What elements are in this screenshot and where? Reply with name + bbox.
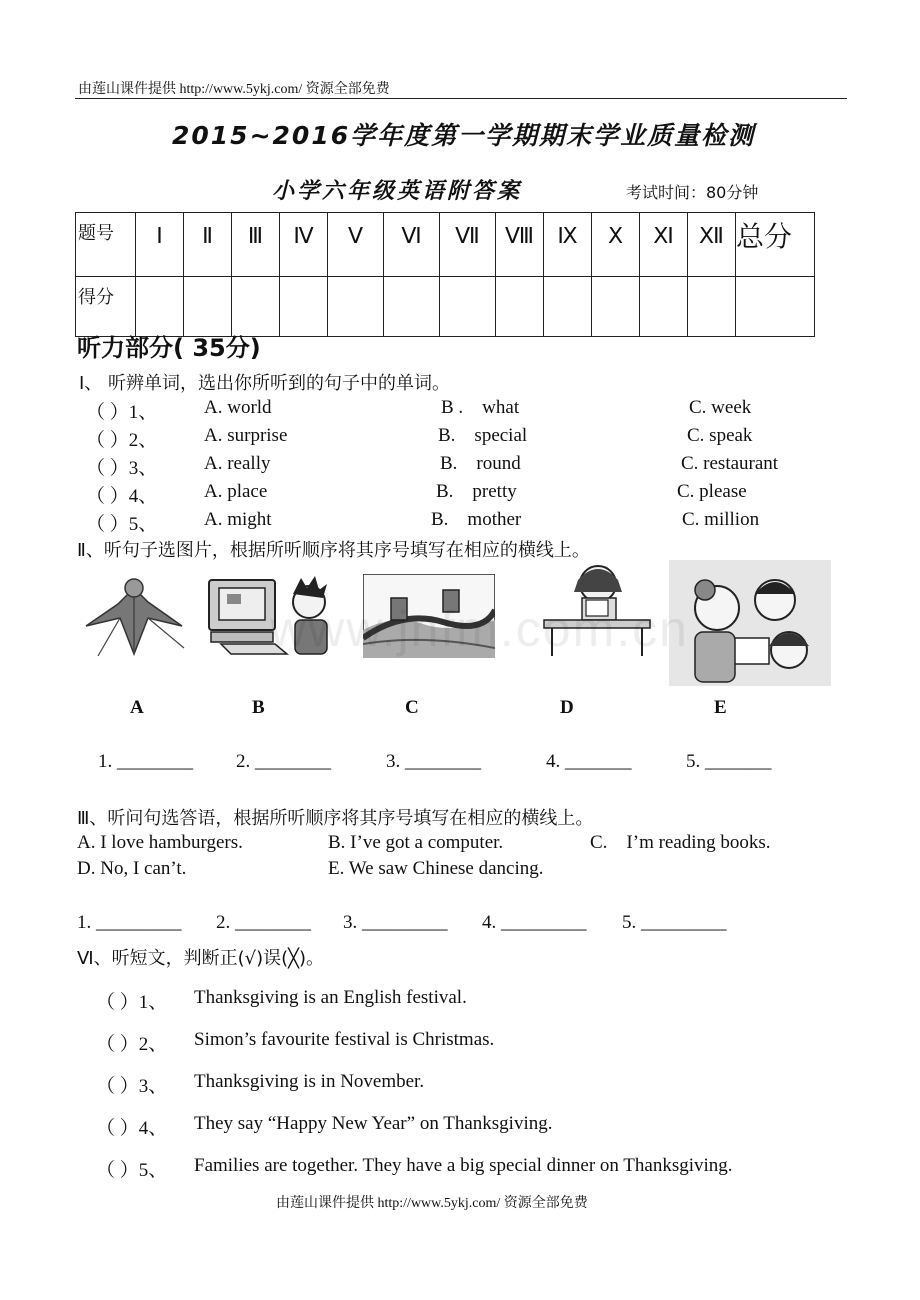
col-9: Ⅸ [544, 213, 592, 277]
statement-number: （ ）4、 [96, 1118, 168, 1139]
section2-title: Ⅱ、听句子选图片，根据所听顺序将其序号填写在相应的横线上。 [77, 540, 590, 561]
question-number: （ ）4、 [86, 486, 158, 507]
picture-label-a: A [130, 697, 144, 718]
section2-blank-5[interactable]: 5. _______ [686, 751, 772, 772]
section3-blank-4[interactable]: 4. _________ [482, 912, 587, 933]
option-b: B. mother [431, 509, 522, 530]
col-2: Ⅱ [184, 213, 232, 277]
question-number: （ ）3、 [86, 458, 158, 479]
question-number: （ ）5、 [86, 514, 158, 535]
score-cell[interactable] [688, 277, 736, 337]
score-cell[interactable] [280, 277, 328, 337]
score-cell[interactable] [440, 277, 496, 337]
col-8: Ⅷ [496, 213, 544, 277]
score-table-header-row [76, 213, 815, 277]
section4-title: Ⅵ、听短文，判断正(√)误(╳)。 [77, 948, 324, 969]
statement-text: They say “Happy New Year” on Thanksgiving. [194, 1113, 553, 1134]
col-7: Ⅶ [440, 213, 496, 277]
statement-text: Thanksgiving is in November. [194, 1071, 425, 1092]
section2-blank-4[interactable]: 4. _______ [546, 751, 632, 772]
option-b: B. special [438, 425, 528, 446]
col-total: 总分 [736, 213, 815, 277]
score-cell[interactable] [592, 277, 640, 337]
option-a: A. might [204, 509, 272, 530]
section3-option-d: D. No, I can’t. [77, 858, 187, 879]
option-a: A. world [204, 397, 272, 418]
col-10: Ⅹ [592, 213, 640, 277]
option-b: B. pretty [436, 481, 517, 502]
section3-blank-2[interactable]: 2. ________ [216, 912, 311, 933]
section3-option-e: E. We saw Chinese dancing. [328, 858, 544, 879]
section2-blank-3[interactable]: 3. ________ [386, 751, 481, 772]
footer-source: 由莲山课件提供 http://www.5ykj.com/ 资源全部免费 [276, 1196, 588, 1211]
statement-text: Thanksgiving is an English festival. [194, 987, 467, 1008]
section3-blank-5[interactable]: 5. _________ [622, 912, 727, 933]
section3-option-a: A. I love hamburgers. [77, 832, 243, 853]
header-source: 由莲山课件提供 http://www.5ykj.com/ 资源全部免费 [78, 82, 390, 97]
option-c: C. please [677, 481, 747, 502]
exam-time: 考试时间：80分钟 [626, 183, 759, 202]
option-a: A. surprise [204, 425, 288, 446]
children-group-icon [669, 560, 831, 686]
option-c: C. million [682, 509, 760, 530]
listening-header: 听力部分( 35分) [77, 334, 261, 362]
statement-number: （ ）5、 [96, 1160, 168, 1181]
picture-label-b: B [252, 697, 265, 718]
col-3: Ⅲ [232, 213, 280, 277]
col-12: Ⅻ [688, 213, 736, 277]
exam-subtitle: 小学六年级英语附答案 [272, 179, 523, 204]
section3-option-b: B. I’ve got a computer. [328, 832, 504, 853]
section3-blank-1[interactable]: 1. _________ [77, 912, 182, 933]
score-cell[interactable] [328, 277, 384, 337]
statement-number: （ ）3、 [96, 1076, 168, 1097]
row-label-question: 题号 [76, 213, 136, 277]
statement-text: Simon’s favourite festival is Christmas. [194, 1029, 495, 1050]
col-6: Ⅵ [384, 213, 440, 277]
option-a: A. place [204, 481, 268, 502]
statement-number: （ ）1、 [96, 992, 168, 1013]
score-cell[interactable] [384, 277, 440, 337]
score-table [75, 212, 815, 337]
section3-title: Ⅲ、听问句选答语，根据所听顺序将其序号填写在相应的横线上。 [77, 808, 594, 829]
option-a: A. really [204, 453, 271, 474]
col-11: Ⅺ [640, 213, 688, 277]
header-rule [75, 98, 847, 99]
section2-blank-1[interactable]: 1. ________ [98, 751, 193, 772]
exam-title: 2015~2016学年度第一学期期末学业质量检测 [172, 121, 756, 150]
picture-label-d: D [560, 697, 574, 718]
section3-option-c: C. I’m reading books. [590, 832, 771, 853]
picture-label-e: E [714, 697, 727, 718]
score-cell[interactable] [640, 277, 688, 337]
option-b: B . what [441, 397, 520, 418]
row-label-score: 得分 [76, 277, 136, 337]
option-c: C. speak [687, 425, 753, 446]
option-c: C. week [689, 397, 752, 418]
option-b: B. round [440, 453, 521, 474]
option-c: C. restaurant [681, 453, 779, 474]
picture-label-c: C [405, 697, 419, 718]
score-cell-total[interactable] [736, 277, 815, 337]
score-cell[interactable] [496, 277, 544, 337]
score-cell[interactable] [544, 277, 592, 337]
col-1: Ⅰ [136, 213, 184, 277]
col-5: Ⅴ [328, 213, 384, 277]
statement-number: （ ）2、 [96, 1034, 168, 1055]
section3-blank-3[interactable]: 3. _________ [343, 912, 448, 933]
watermark: www.jnfm.com.cn [270, 601, 689, 657]
kite-icon [78, 566, 190, 662]
question-number: （ ）1、 [86, 402, 158, 423]
statement-text: Families are together. They have a big special dinner on Thanksgiving. [194, 1155, 733, 1176]
col-4: Ⅳ [280, 213, 328, 277]
section2-blank-2[interactable]: 2. ________ [236, 751, 331, 772]
question-number: （ ）2、 [86, 430, 158, 451]
section1-title: Ⅰ、 听辨单词，选出你所听到的句子中的单词。 [79, 373, 451, 394]
